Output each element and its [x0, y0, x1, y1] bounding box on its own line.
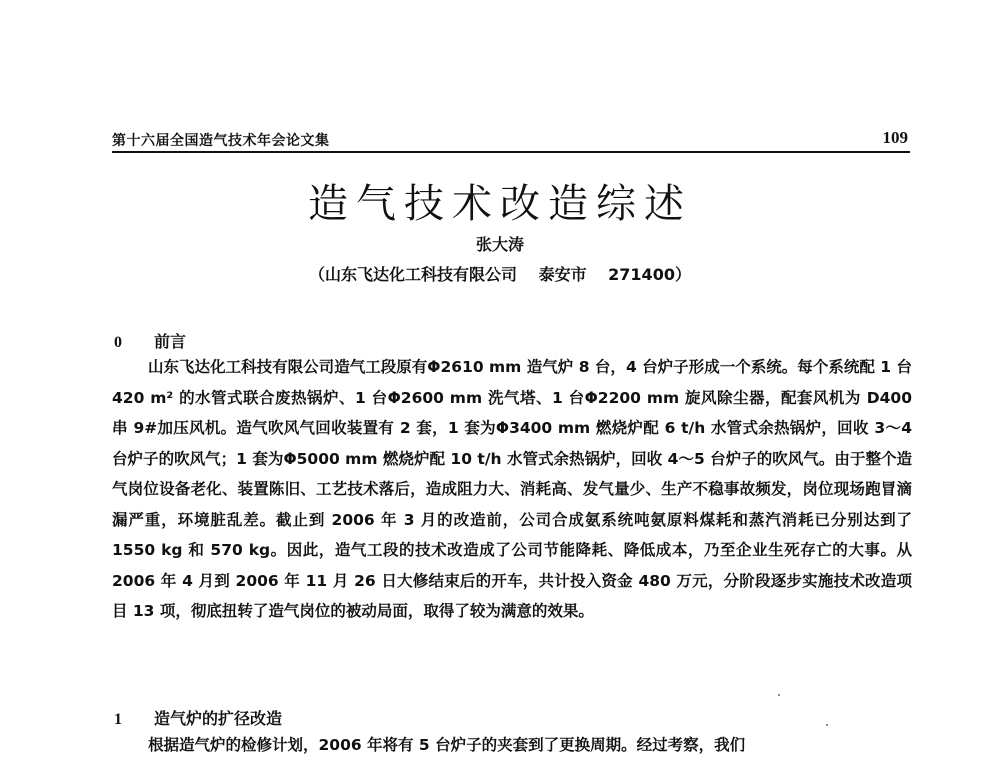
- section-0-paragraph: 山东飞达化工科技有限公司造气工段原有Φ2610 mm 造气炉 8 台，4 台炉子形成一个系统。每个系统配 1 台 420 m² 的水管式联合废热锅炉、1 台Φ2600 mm 洗气塔、1 台Φ2200 mm 旋风除尘器，配套风机为 D400 串 9#加压风机。造气吹风气回收装置有 2 套，1 套为Φ3400 mm 燃烧炉配 6 t/h 水管式余热锅炉，回收 3～4 台炉子的吹风气；1 套为Φ5000 mm 燃烧炉配 10 t/h 水管式余热锅炉，回收 4～5 台炉子的吹风气。由于整个造气岗位设备老化、装置陈旧、工艺技术落后，造成阻力大、消耗高、发气量少、生产不稳事故频发，岗位现场跑冒滴漏严重，环境脏乱差。截止到 2006 年 3 月的改造前，公司合成氨系统吨氨原料煤耗和蒸汽消耗已分别达到了 1550 kg 和 570 kg。因此，造气工段的技术改造成了公司节能降耗、降低成本，乃至企业生死存亡的大事。从 2006 年 4 月到 2006 年 11 月 26 日大修结束后的开车，共计投入资金 480 万元，分阶段逐步实施技术改造项目 13 项，彻底扭转了造气岗位的被动局面，取得了较为满意的效果。: [112, 358, 912, 620]
- section-title: 前言: [154, 332, 187, 351]
- section-title: 造气炉的扩径改造: [154, 709, 283, 728]
- author-affiliation: （山东飞达化工科技有限公司 泰安市 271400）: [309, 265, 691, 284]
- section-heading-1: [114, 706, 282, 729]
- article-title: 造气技术改造综述: [308, 181, 692, 227]
- header-rule: [112, 151, 910, 153]
- page-number: 109: [882, 128, 908, 147]
- journal-title: 第十六届全国造气技术年会论文集: [112, 133, 330, 149]
- section-heading-0: [114, 329, 186, 352]
- author-name: 张大涛: [475, 235, 524, 254]
- scan-speck: [826, 724, 828, 726]
- running-head: [112, 130, 912, 152]
- section-number: 1: [114, 711, 122, 728]
- scan-speck: [778, 694, 780, 696]
- section-1-paragraph: 根据造气炉的检修计划，2006 年将有 5 台炉子的夹套到了更换周期。经过考察，我们: [148, 736, 746, 754]
- section-number: 0: [114, 334, 122, 351]
